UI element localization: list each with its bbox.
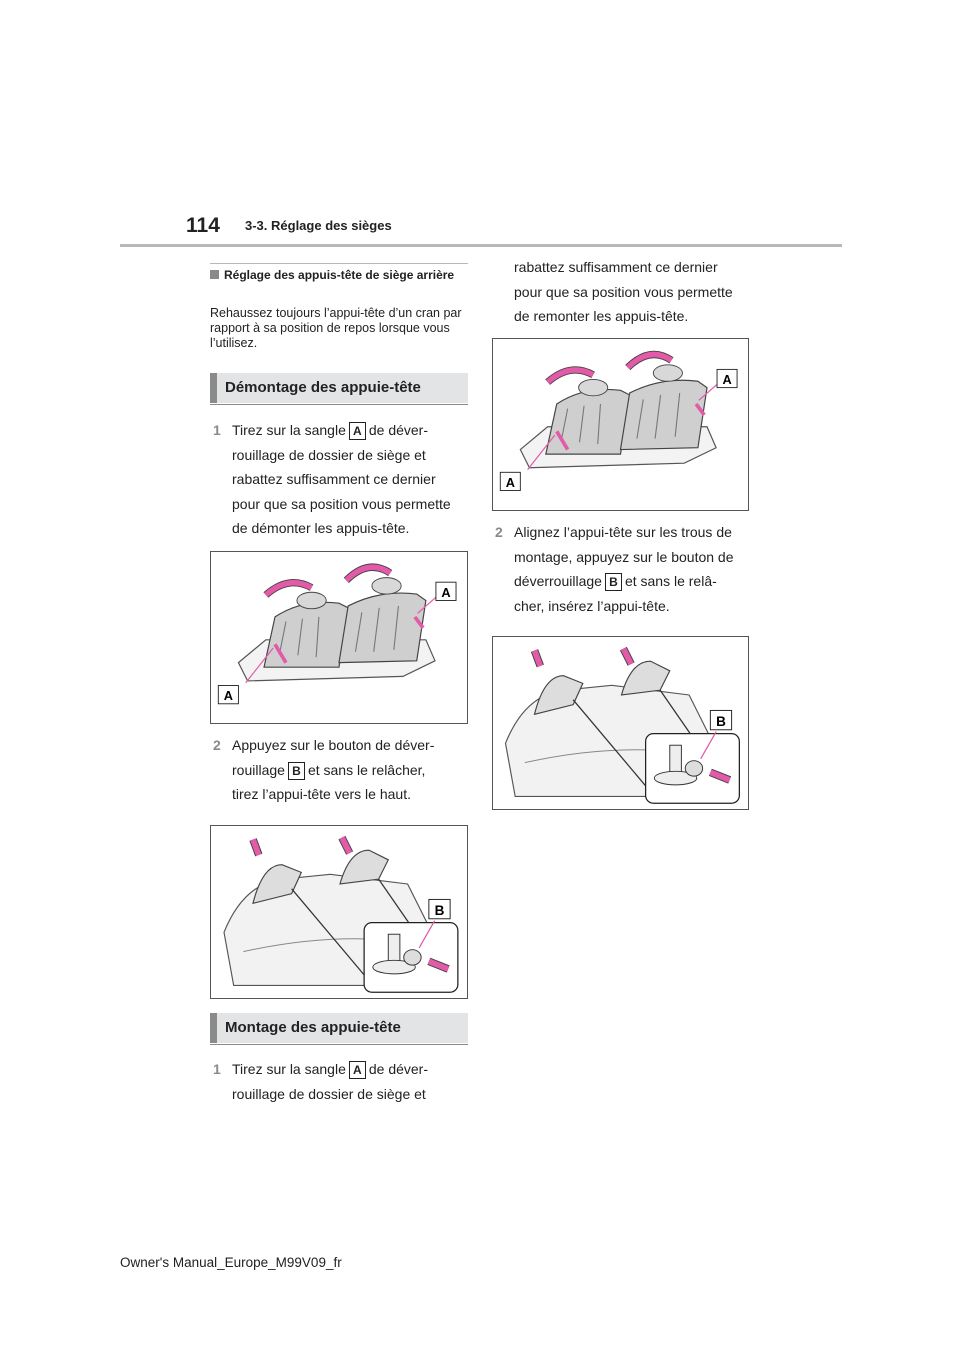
- removal-step-2: 2 Appuyez sur le bouton de déver- rouillage B et sans le relâcher, tirez l’appui-tête vers le haut.: [213, 737, 435, 802]
- subsection-heading: Réglage des appuis-tête de siège arrière: [210, 268, 472, 283]
- installation-section-rule: [210, 1044, 468, 1045]
- subsection-rule: [210, 263, 468, 264]
- label-b-tag: B: [288, 762, 305, 780]
- removal-section-rule: [210, 404, 468, 405]
- square-bullet-icon: [210, 270, 219, 279]
- installation-step-1: 1 Tirez sur la sangle A de déver- rouillage de dossier de siège et: [213, 1061, 429, 1102]
- fig-label-b: B: [434, 902, 445, 918]
- fig-label-a: A: [505, 474, 515, 490]
- removal-section-title: Démontage des appuie-tête: [210, 373, 468, 403]
- label-a-tag: A: [349, 1061, 366, 1079]
- installation-section-title: Montage des appuie-tête: [210, 1013, 468, 1043]
- installation-headrest-figure: [492, 636, 749, 810]
- removal-step-1: 1 Tirez sur la sangle A de déver- rouillage de dossier de siège et rabattez suffisamment ce dernier pour que sa position vous permette de démonter les appuis-tête.: [213, 422, 451, 536]
- fig-label-a: A: [722, 371, 732, 387]
- footer-document-id: Owner's Manual_Europe_M99V09_fr: [120, 1255, 342, 1270]
- subsection-body: Rehaussez toujours l’appui-tête d’un cran par rapport à sa position de repos lorsque vous l’utilisez.: [210, 306, 462, 350]
- removal-seatback-figure: [210, 551, 468, 724]
- label-b-tag: B: [605, 573, 622, 591]
- removal-headrest-figure: [210, 825, 468, 999]
- installation-step-1-continued: rabattez suffisamment ce dernier pour que sa position vous permette de remonter les appuis-tête.: [514, 259, 733, 324]
- header-rule: [120, 244, 842, 247]
- installation-seatback-figure: [492, 338, 749, 511]
- fig-label-a: A: [441, 584, 451, 600]
- chapter-title: 3-3. Réglage des sièges: [245, 218, 392, 233]
- fig-label-b: B: [716, 713, 726, 729]
- installation-step-2: 2 Alignez l’appui-tête sur les trous de montage, appuyez sur le bouton de déverrouillage B et sans le relâ- cher, insérez l’appui-tête.: [495, 524, 734, 614]
- label-a-tag: A: [349, 422, 366, 440]
- fig-label-a: A: [223, 688, 233, 704]
- page-number: 114: [186, 214, 220, 237]
